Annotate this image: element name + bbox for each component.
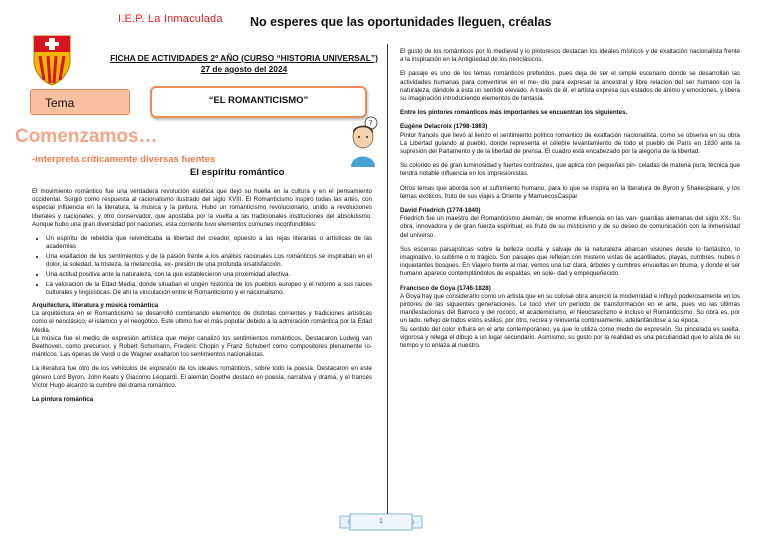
goya-heading: Francisco de Goya (1746-1828) (400, 284, 491, 292)
painting-heading: La pintura romántica (32, 395, 94, 403)
thinking-student-icon (345, 115, 383, 167)
painters-intro: Entre los pintores románticos más importantes se encuentran los siguientes. (400, 109, 628, 117)
friedrich-paragraph-1: Friedrich fue un maestro del Romanticismo alemán, de enorme influencia en las van- guardias alemanas del siglo XX. Su obra, innovadora y de gran fuerza espiritual, es fruto de su misticismo y de su deseo de comunicación con la inmensidad del universo. (400, 215, 740, 239)
delacroix-paragraph-1: Pintor francés que llevó al lienzo el sentimiento político romántico de exaltación nacionalista, como se observa en su obra La Libertad guiando al pueblo, donde representa el célebre levantamiento de todo el pueblo de París en 1830 ante la supresión del Parlamento y de la libertad de prensa. El cuadro está encabezado por la alegoría de la libertad. (400, 131, 740, 156)
friedrich-heading: David Friedrich (1774-1840) (400, 207, 481, 215)
svg-text:?: ? (368, 119, 373, 128)
list-item: • Una actitud positiva ante la naturaleza, con la que establecieron una proximidad afectiva. (46, 271, 372, 279)
architecture-heading: Arquitectura, literatura y música romántica (32, 301, 159, 309)
column-divider (387, 44, 388, 529)
list-item: • Una exaltación de los sentimientos y de la pasión frente a los análisis racionales Los románticos se inspiraban en el dolor, la soledad, la tristeza, la melancolía, ex- presión de una profunda insatisfacción. (46, 253, 372, 269)
intro-paragraph: El movimiento romántico fue una verdadera revolución estética que dejó su huella en la cultura y en el pensamiento occidental. Surgió como respuesta al racionalismo ilustrado del siglo XVIII. El Romanticismo inspiró todas las artes, con especial influencia en la literatura, la música y la pintura. Hubo un romanticismo revolucionario, unido a revoluciones liberales y nacionales; y otro conservador, que apostaba por la vuelta a las tradicionales instituciones del absolutismo. Aunque hubo una gran diversidad por naciones, esta corriente tuvo elementos comunes inconfundibles: (32, 188, 372, 228)
section-title: El espíritu romántico (190, 167, 285, 178)
list-item: • Un espíritu de rebeldía que reivindicaba la libertad del creador, opuesto a las rejas literarias o artísticas de las academias (46, 235, 372, 251)
list-item: • La valoración de la Edad Media, donde situaban el ungen histórica de los pueblos europeo y el retorno a sus raíces culturales y lingüísticas. De ahí la vinculación entre el Romanticismo y el nacionalismo. (46, 281, 372, 297)
features-list (32, 235, 372, 297)
delacroix-paragraph-3: Otros temas que aborda son el sufrimiento humano, para lo que se inspira en la literatura de Byron y Shakespeare, y los temas exóticos, fruto de sus viajes a Oriente y MarruecosCaspar (400, 184, 740, 200)
page-number: 1 (378, 516, 384, 525)
right-column (400, 48, 740, 356)
delacroix-heading: Eugène Delacroix (1798-1863) (400, 123, 488, 131)
architecture-paragraph: La arquitectura en el Romanticismo se desarrolló combinando elementos de distintas corrientes y tradiciones artísticas como el neoclásico, el islámico y el neogótico. Este último fue el más popular debido a la admiración romántica por la Edad Media. (32, 310, 372, 334)
friedrich-paragraph-2: Sus escenas paisajísticas sobre la belleza oculta y salvaje de la naturaleza abarcan visiones desde lo fantástico, lo imaginativo, lo sublime o lo trágico. Son paisajes que reflejan con misterio vistas de acantilados, playas, cumbres, nubes o inquietantes bosques. En Viajero frente al mar, vemos una luz clara, árboles y cumbres envueltas en bruma, y donde el ser humano aparece contemplándolos de espaldas, en sole- dad y empequeñecido. (400, 245, 740, 278)
motto: No esperes que las oportunidades lleguen, créalas (250, 15, 552, 29)
literature-paragraph: La literatura fue otro de los vehículos de expresión de los ideales románticos, sobre todo la poesía. Destacaron en este género Lord Byron, John Keats y Giacomo Leopardi. El alemán Goethe destacó en poesía, narrativa y drama, y el francés Víctor Hugo alcanzó la cumbre del drama romántico. (32, 365, 372, 389)
competence-subtitle: -interpreta críticamente diversas fuentes (32, 154, 216, 165)
ficha-date: 27 de agosto del 2024 (200, 64, 288, 74)
comenzamos-heading: Comenzamos… (15, 126, 158, 147)
left-column (32, 188, 372, 404)
music-paragraph: La música fue el medio de expresión artística que mejor canalizó los sentimientos románticos. Destacaron Ludwig van Beethoven, como precursor, y Robert Schumann, Frederic Chopin y Franz Schubert como compositores plenamente ro- mánticos. Las óperas de Verdi o de Wagner exaltaron los sentimientos nacionalistas. (32, 334, 372, 359)
tema-label: Tema (30, 89, 130, 115)
school-name: I.E.P. La Inmaculada (118, 13, 223, 25)
ficha-header (110, 53, 378, 75)
goya-paragraph-1: A Goya hay que considerarlo como un artista que en su colosal obra anunció la modernidad e influyó poderosamente en los pintores de las siguientes generaciones. Le tocó vivir un período de transformación en el arte, pues vio las últimas manifestaciones del Barroco y del rococó, el academicismo, el Neoclasicismo e incluso el Romanticismo. Su obra es, por un lado, reflejo de todos estos estilos; por otro, recrea y reinventa continuamente, adelantándose a su época. (400, 292, 740, 325)
ficha-title: FICHA DE ACTIVIDADES 2º AÑO (CURSO “HISTORIA UNIVERSAL”) (110, 53, 378, 63)
school-crest-icon (30, 30, 74, 86)
goya-paragraph-2: Su sentido del color influirá en el arte contemporáneo, ya que lo utiliza como medio de expresión. Su pincelada es suelta, vigorosa y relega el dibujo a un lugar secundario. Asimismo, su gusto por la realidad es una peculiaridad que lo aísla de su tiempo y lo enlaza al nuestro. (400, 325, 740, 350)
delacroix-paragraph-2: Su colorido es de gran luminosidad y fuertes contrastes, que aplica con pequeñas pin- celadas de materia pura, técnica que tendrá notable influencia en los impresionistas. (400, 162, 740, 178)
landscape-paragraph: El paisaje es uno de los temas románticos preferidos, pues deja de ser el simple escenario donde se desarrollan las actividades humanas para convertirse en el me- dio para expresar la ancestral y libre relación del ser humano con la naturaleza, dándole a esta un sentido elevado. A través de él, el artista expresa sus estados de ánimo y emociones, y libera su imaginación introduciendo elementos de fantasía. (400, 70, 740, 103)
medieval-paragraph: El gusto de los románticos por lo medieval y lo pintoresco destacan los ideales místicos y de exaltación nacionalista frente a la inspiración en la Antigüedad de los neoclásicos. (400, 48, 740, 64)
topic-title: “EL ROMANTICISMO” (150, 86, 367, 118)
